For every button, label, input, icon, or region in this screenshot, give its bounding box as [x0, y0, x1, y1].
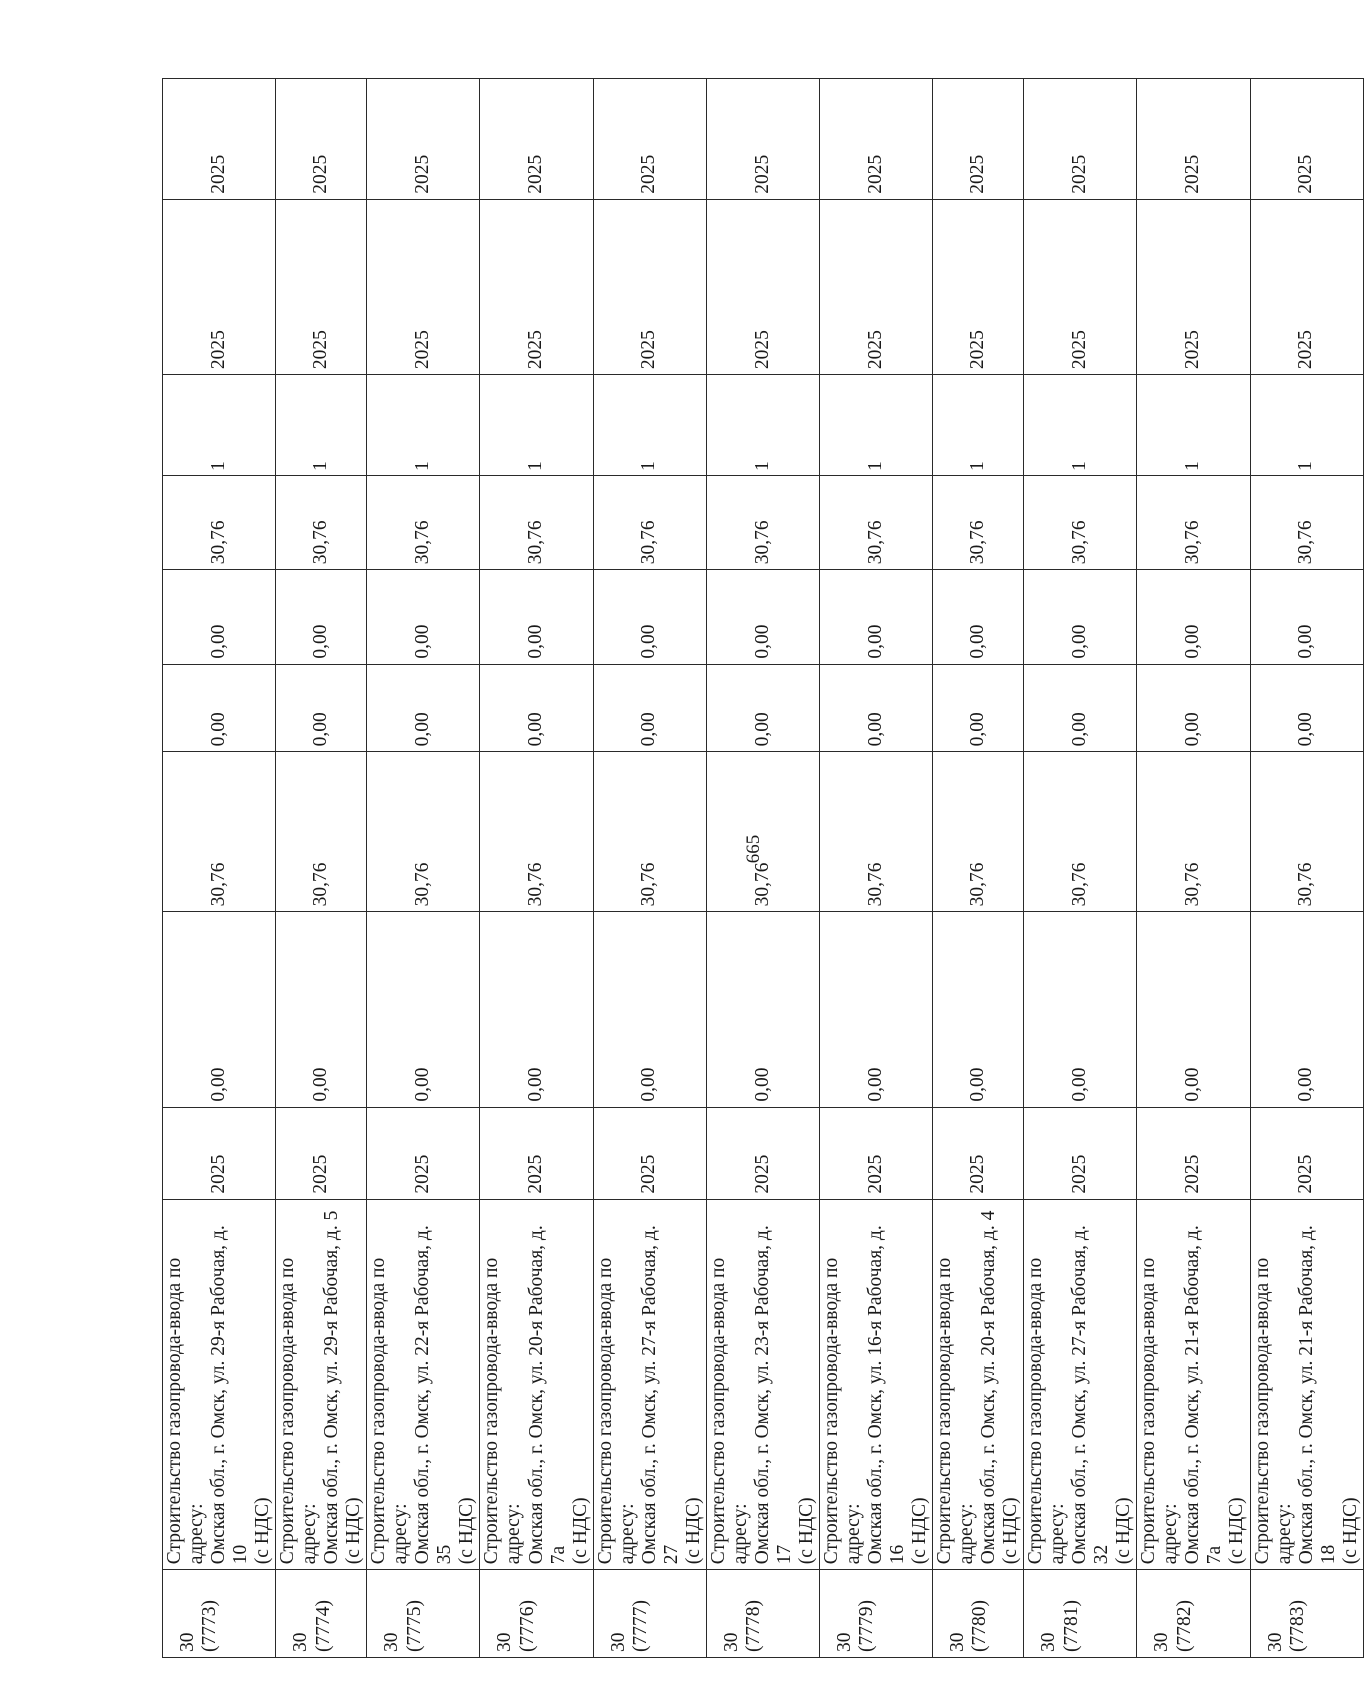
value-cell-1: 0,00	[367, 912, 480, 1107]
object-name-line2: Омская обл., г. Омск, ул. 20-я Рабочая, д. 4	[978, 1210, 1000, 1565]
investment-table	[162, 78, 1361, 1658]
page-number: 665	[743, 834, 764, 864]
row-id-cell	[163, 1570, 276, 1658]
year-cell-c: 2025	[933, 79, 1024, 200]
value-cell-5: 30,76	[706, 476, 819, 570]
row-id-cell	[1024, 1570, 1137, 1658]
object-name-line3: (с НДС)	[1000, 1497, 1022, 1565]
count-cell: 1	[163, 375, 276, 476]
value-cell-4: 0,00	[367, 570, 480, 664]
table-row	[367, 79, 480, 1658]
row-id-cell	[593, 1570, 706, 1658]
object-name-line2: Омская обл., г. Омск, ул. 27-я Рабочая, д. 27	[638, 1225, 682, 1565]
row-code: 30	[494, 1632, 516, 1652]
year-cell-c: 2025	[1250, 79, 1363, 200]
count-cell: 1	[1250, 375, 1363, 476]
value-cell-2: 30,76	[1137, 752, 1250, 912]
object-name-line1: Строительство газопровода-ввода по адресу:	[1025, 1257, 1069, 1565]
year-cell-b: 2025	[1137, 199, 1250, 374]
year-cell-b: 2025	[367, 199, 480, 374]
object-name-line2: Омская обл., г. Омск, ул. 16-я Рабочая, д. 16	[864, 1225, 908, 1565]
row-code: 30	[720, 1632, 742, 1652]
count-cell: 1	[1137, 375, 1250, 476]
object-name-line1: Строительство газопровода-ввода по адресу:	[707, 1257, 751, 1565]
object-name-cell	[480, 1199, 593, 1570]
value-cell-1: 0,00	[819, 912, 932, 1107]
row-code: 30	[1151, 1632, 1173, 1652]
value-cell-1: 0,00	[1024, 912, 1137, 1107]
object-name-line3: (с НДС)	[1226, 1497, 1248, 1565]
year-cell-c: 2025	[367, 79, 480, 200]
object-name-line2: Омская обл., г. Омск, ул. 27-я Рабочая, д. 32	[1069, 1225, 1113, 1565]
value-cell-4: 0,00	[480, 570, 593, 664]
object-name-line1: Строительство газопровода-ввода по адресу:	[820, 1257, 864, 1565]
object-name-line2: Омская обл., г. Омск, ул. 21-я Рабочая, д. 7а	[1182, 1225, 1226, 1565]
value-cell-5: 30,76	[367, 476, 480, 570]
value-cell-2: 30,76	[933, 752, 1024, 912]
row-number: (7780)	[969, 1600, 991, 1652]
year-cell-b: 2025	[276, 199, 367, 374]
value-cell-3: 0,00	[1137, 664, 1250, 752]
value-cell-4: 0,00	[276, 570, 367, 664]
object-name-line2: Омская обл., г. Омск, ул. 23-я Рабочая, д. 17	[751, 1225, 795, 1565]
count-cell: 1	[933, 375, 1024, 476]
value-cell-1: 0,00	[933, 912, 1024, 1107]
year-start-cell: 2025	[276, 1107, 367, 1199]
row-number: (7777)	[630, 1600, 652, 1652]
year-cell-c: 2025	[1137, 79, 1250, 200]
object-name-line3: (с НДС)	[1339, 1497, 1361, 1565]
row-code: 30	[381, 1632, 403, 1652]
table-row	[1137, 79, 1250, 1658]
object-name-line2: Омская обл., г. Омск, ул. 29-я Рабочая, д. 5	[321, 1210, 343, 1565]
table-row	[1024, 79, 1137, 1658]
row-number: (7776)	[516, 1600, 538, 1652]
value-cell-3: 0,00	[367, 664, 480, 752]
row-code: 30	[177, 1632, 198, 1652]
row-id-cell	[933, 1570, 1024, 1658]
value-cell-1: 0,00	[163, 912, 276, 1107]
year-cell-c: 2025	[1024, 79, 1137, 200]
value-cell-4: 0,00	[1137, 570, 1250, 664]
count-cell: 1	[367, 375, 480, 476]
year-cell-c: 2025	[593, 79, 706, 200]
row-number: (7774)	[312, 1600, 334, 1652]
row-id-cell	[1137, 1570, 1250, 1658]
value-cell-5: 30,76	[1250, 476, 1363, 570]
value-cell-5: 30,76	[480, 476, 593, 570]
value-cell-2: 30,76	[593, 752, 706, 912]
value-cell-4: 0,00	[933, 570, 1024, 664]
object-name-line1: Строительство газопровода-ввода по адресу:	[934, 1257, 978, 1565]
table-row	[706, 79, 819, 1658]
row-code: 30	[607, 1632, 629, 1652]
value-cell-4: 0,00	[706, 570, 819, 664]
object-name-cell	[933, 1199, 1024, 1570]
year-start-cell: 2025	[367, 1107, 480, 1199]
value-cell-2: 30,76	[1250, 752, 1363, 912]
value-cell-3: 0,00	[480, 664, 593, 752]
value-cell-5: 30,76	[1024, 476, 1137, 570]
object-name-line3: (с НДС)	[343, 1497, 365, 1565]
table-row	[480, 79, 593, 1658]
row-number: (7783)	[1286, 1600, 1308, 1652]
year-cell-b: 2025	[1024, 199, 1137, 374]
row-id-cell	[1250, 1570, 1363, 1658]
year-cell-c: 2025	[706, 79, 819, 200]
count-cell: 1	[480, 375, 593, 476]
value-cell-2: 30,76	[163, 752, 276, 912]
value-cell-5: 30,76	[819, 476, 932, 570]
year-cell-c: 2025	[163, 79, 276, 200]
count-cell: 1	[706, 375, 819, 476]
value-cell-4: 0,00	[1250, 570, 1363, 664]
row-number: (7781)	[1060, 1600, 1082, 1652]
value-cell-3: 0,00	[933, 664, 1024, 752]
value-cell-3: 0,00	[1250, 664, 1363, 752]
year-start-cell: 2025	[480, 1107, 593, 1199]
year-cell-b: 2025	[593, 199, 706, 374]
value-cell-3: 0,00	[1024, 664, 1137, 752]
object-name-cell	[706, 1199, 819, 1570]
value-cell-1: 0,00	[480, 912, 593, 1107]
year-start-cell: 2025	[706, 1107, 819, 1199]
row-number: (7775)	[403, 1600, 425, 1652]
table-row	[819, 79, 932, 1658]
row-id-cell	[480, 1570, 593, 1658]
count-cell: 1	[1024, 375, 1137, 476]
object-name-line2: Омская обл., г. Омск, ул. 22-я Рабочая, д. 35	[412, 1225, 456, 1565]
object-name-cell	[367, 1199, 480, 1570]
object-name-line1: Строительство газопровода-ввода по адресу:	[1138, 1257, 1182, 1565]
value-cell-4: 0,00	[593, 570, 706, 664]
year-cell-b: 2025	[1250, 199, 1363, 374]
value-cell-1: 0,00	[706, 912, 819, 1107]
year-cell-b: 2025	[163, 199, 276, 374]
value-cell-1: 0,00	[1250, 912, 1363, 1107]
value-cell-3: 0,00	[706, 664, 819, 752]
object-name-cell	[276, 1199, 367, 1570]
value-cell-5: 30,76	[933, 476, 1024, 570]
count-cell: 1	[276, 375, 367, 476]
year-cell-b: 2025	[480, 199, 593, 374]
year-start-cell: 2025	[593, 1107, 706, 1199]
year-cell-b: 2025	[706, 199, 819, 374]
count-cell: 1	[593, 375, 706, 476]
value-cell-5: 30,76	[1137, 476, 1250, 570]
value-cell-1: 0,00	[593, 912, 706, 1107]
object-name-line3: (с НДС)	[569, 1497, 591, 1565]
year-cell-c: 2025	[819, 79, 932, 200]
value-cell-5: 30,76	[593, 476, 706, 570]
object-name-cell	[1137, 1199, 1250, 1570]
row-number: (7779)	[856, 1600, 878, 1652]
table-row	[163, 79, 276, 1658]
value-cell-3: 0,00	[593, 664, 706, 752]
year-start-cell: 2025	[1137, 1107, 1250, 1199]
year-cell-c: 2025	[276, 79, 367, 200]
value-cell-3: 0,00	[276, 664, 367, 752]
object-name-line1: Строительство газопровода-ввода по адресу:	[594, 1257, 638, 1565]
value-cell-2: 30,76	[706, 752, 819, 912]
value-cell-1: 0,00	[276, 912, 367, 1107]
object-name-cell	[163, 1199, 276, 1570]
row-code: 30	[947, 1632, 969, 1652]
row-id-cell	[706, 1570, 819, 1658]
object-name-line2: Омская обл., г. Омск, ул. 21-я Рабочая, д. 18	[1295, 1225, 1339, 1565]
object-name-line1: Строительство газопровода-ввода по адресу:	[277, 1257, 321, 1565]
table-row	[593, 79, 706, 1658]
data-table	[162, 78, 1364, 1658]
row-code: 30	[290, 1632, 312, 1652]
row-id-cell	[276, 1570, 367, 1658]
value-cell-5: 30,76	[163, 476, 276, 570]
value-cell-2: 30,76	[1024, 752, 1137, 912]
row-number: (7773)	[199, 1600, 221, 1652]
object-name-line1: Строительство газопровода-ввода по адресу:	[164, 1257, 208, 1565]
object-name-line1: Строительство газопровода-ввода по адресу:	[1251, 1257, 1295, 1565]
object-name-cell	[593, 1199, 706, 1570]
year-start-cell: 2025	[1024, 1107, 1137, 1199]
value-cell-4: 0,00	[819, 570, 932, 664]
object-name-line3: (с НДС)	[456, 1497, 478, 1565]
object-name-line3: (с НДС)	[1113, 1497, 1135, 1565]
count-cell: 1	[819, 375, 932, 476]
value-cell-1: 0,00	[1137, 912, 1250, 1107]
table-row	[1250, 79, 1363, 1658]
value-cell-3: 0,00	[163, 664, 276, 752]
year-start-cell: 2025	[933, 1107, 1024, 1199]
object-name-cell	[819, 1199, 932, 1570]
value-cell-3: 0,00	[819, 664, 932, 752]
value-cell-5: 30,76	[276, 476, 367, 570]
value-cell-2: 30,76	[819, 752, 932, 912]
value-cell-2: 30,76	[276, 752, 367, 912]
object-name-line1: Строительство газопровода-ввода по адресу:	[481, 1257, 525, 1565]
year-start-cell: 2025	[819, 1107, 932, 1199]
year-cell-b: 2025	[933, 199, 1024, 374]
value-cell-4: 0,00	[163, 570, 276, 664]
year-start-cell: 2025	[1250, 1107, 1363, 1199]
row-code: 30	[833, 1632, 855, 1652]
object-name-cell	[1250, 1199, 1363, 1570]
row-id-cell	[819, 1570, 932, 1658]
value-cell-4: 0,00	[1024, 570, 1137, 664]
row-code: 30	[1038, 1632, 1060, 1652]
object-name-line3: (с НДС)	[252, 1497, 274, 1565]
year-cell-c: 2025	[480, 79, 593, 200]
row-id-cell	[367, 1570, 480, 1658]
object-name-line3: (с НДС)	[795, 1497, 817, 1565]
row-number: (7782)	[1173, 1600, 1195, 1652]
year-start-cell: 2025	[163, 1107, 276, 1199]
object-name-line1: Строительство газопровода-ввода по адресу:	[368, 1257, 412, 1565]
row-code: 30	[1264, 1632, 1286, 1652]
table-row	[276, 79, 367, 1658]
row-number: (7778)	[743, 1600, 765, 1652]
object-name-line2: Омская обл., г. Омск, ул. 20-я Рабочая, д. 7а	[525, 1225, 569, 1565]
year-cell-b: 2025	[819, 199, 932, 374]
object-name-line2: Омская обл., г. Омск, ул. 29-я Рабочая, д. 10	[208, 1225, 252, 1565]
table-row	[933, 79, 1024, 1658]
value-cell-2: 30,76	[367, 752, 480, 912]
object-name-cell	[1024, 1199, 1137, 1570]
value-cell-2: 30,76	[480, 752, 593, 912]
object-name-line3: (с НДС)	[682, 1497, 704, 1565]
object-name-line3: (с НДС)	[909, 1497, 931, 1565]
